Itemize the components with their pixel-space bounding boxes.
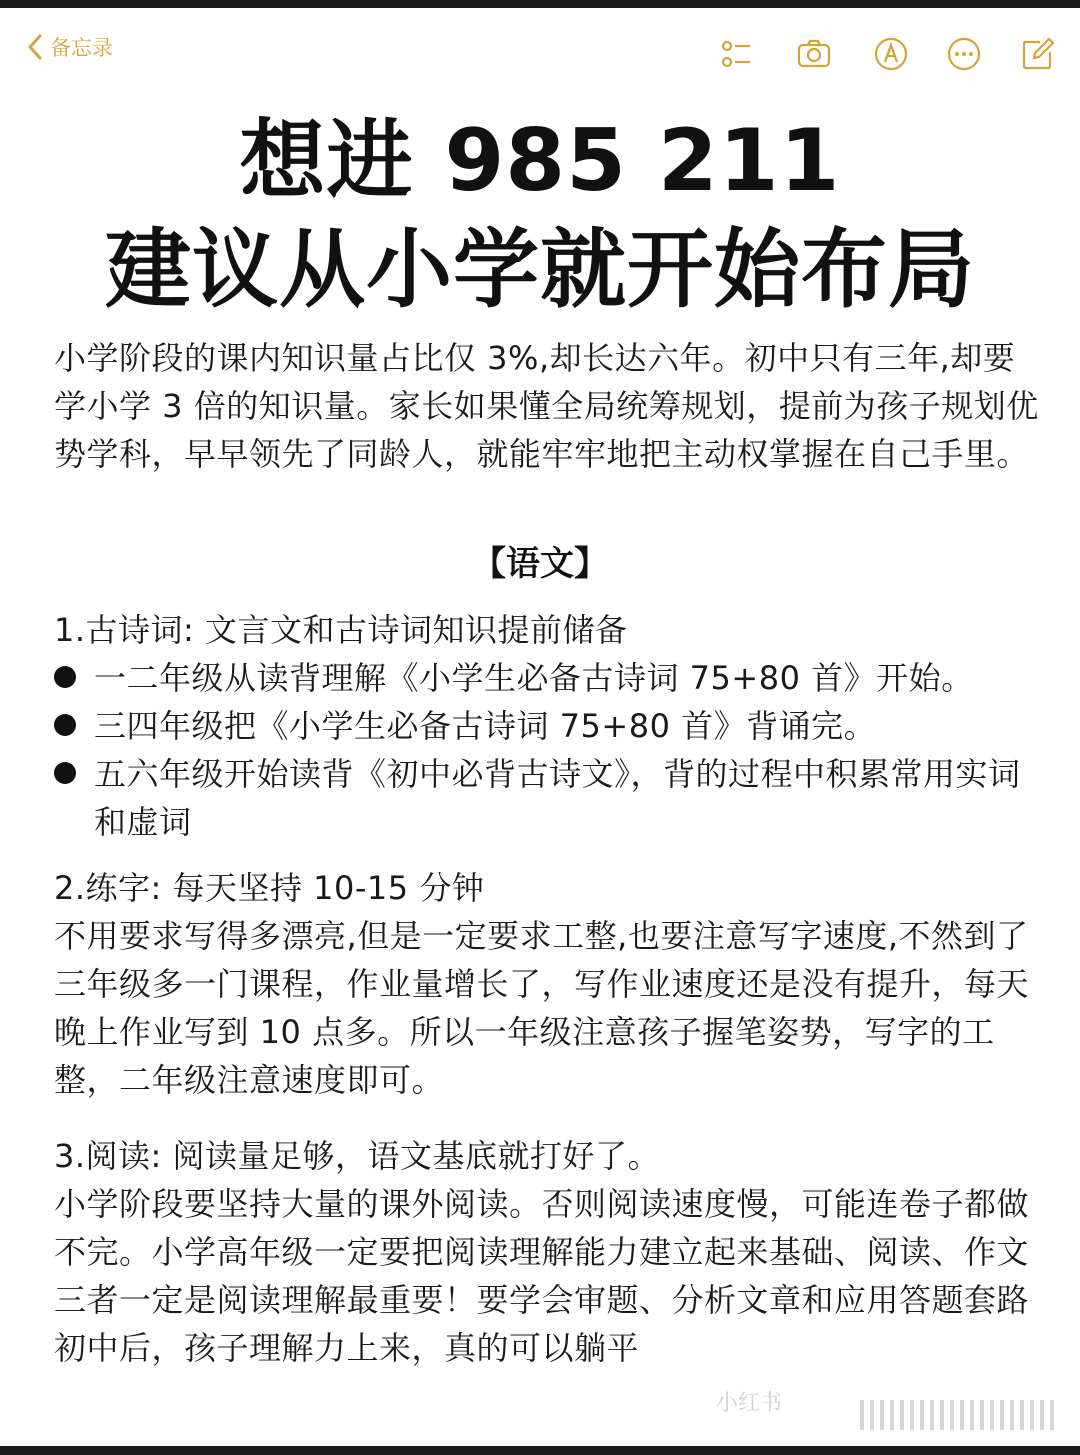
title-line-1: 想进 985 211 [239, 111, 841, 211]
intro-paragraph: 小学阶段的课内知识量占比仅 3%,却长达六年。初中只有三年,却要学小学 3 倍的知识量。家长如果懂全局统筹规划，提前为孩子规划优势学科，早早领先了同龄人，就能牢牢地把主动权掌握在自己手里。 [54, 339, 1039, 473]
more-button[interactable] [946, 36, 982, 72]
item2-heading: 2.练字: 每天坚持 10-15 分钟 [54, 869, 485, 907]
section-heading: 【语文】 [472, 544, 608, 584]
bullet-icon [54, 714, 76, 736]
more-icon [946, 36, 982, 72]
watermark: 小红书 [716, 1391, 783, 1416]
note-page [0, 8, 1080, 1446]
bullet-icon [54, 762, 76, 784]
checklist-button[interactable] [718, 36, 754, 72]
title-line-2: 建议从小学就开始布局 [105, 220, 975, 320]
compose-button[interactable] [1020, 36, 1056, 72]
markup-icon [873, 36, 909, 72]
chevron-left-icon [26, 33, 44, 61]
checklist-icon [718, 36, 754, 72]
item2-body: 不用要求写得多漂亮,但是一定要求工整,也要注意写字速度,不然到了三年级多一门课程，作业量增长了，写作业速度还是没有提升，每天晚上作业写到 10 点多。所以一年级注意孩子握笔姿势，写字的工整，二年级注意速度即可。 [54, 917, 1030, 1099]
list-item: 一二年级从读背理解《小学生必备古诗词 75+80 首》开始。 [54, 654, 1044, 702]
camera-icon [796, 36, 832, 72]
item1-heading: 1.古诗词: 文言文和古诗词知识提前储备 [54, 611, 628, 649]
compose-icon [1020, 36, 1056, 72]
markup-button[interactable] [873, 36, 909, 72]
navbar [0, 8, 1080, 88]
camera-button[interactable] [796, 36, 832, 72]
item3-heading: 3.阅读: 阅读量足够，语文基底就打好了。 [54, 1137, 660, 1175]
back-button[interactable] [26, 30, 113, 64]
list-item: 三四年级把《小学生必备古诗词 75+80 首》背诵完。 [54, 702, 1044, 750]
list-item: 五六年级开始读背《初中必背古诗文》，背的过程中积累常用实词和虚词 [54, 750, 1044, 846]
bullet-icon [54, 666, 76, 688]
watermark-bars [860, 1400, 1060, 1430]
back-label: 备忘录 [50, 36, 113, 60]
item3-body: 小学阶段要坚持大量的课外阅读。否则阅读速度慢，可能连卷子都做不完。小学高年级一定要把阅读理解能力建立起来基础、阅读、作文三者一定是阅读理解最重要！要学会审题、分析文章和应用答题套路初中后，孩子理解力上来，真的可以躺平 [54, 1185, 1030, 1367]
